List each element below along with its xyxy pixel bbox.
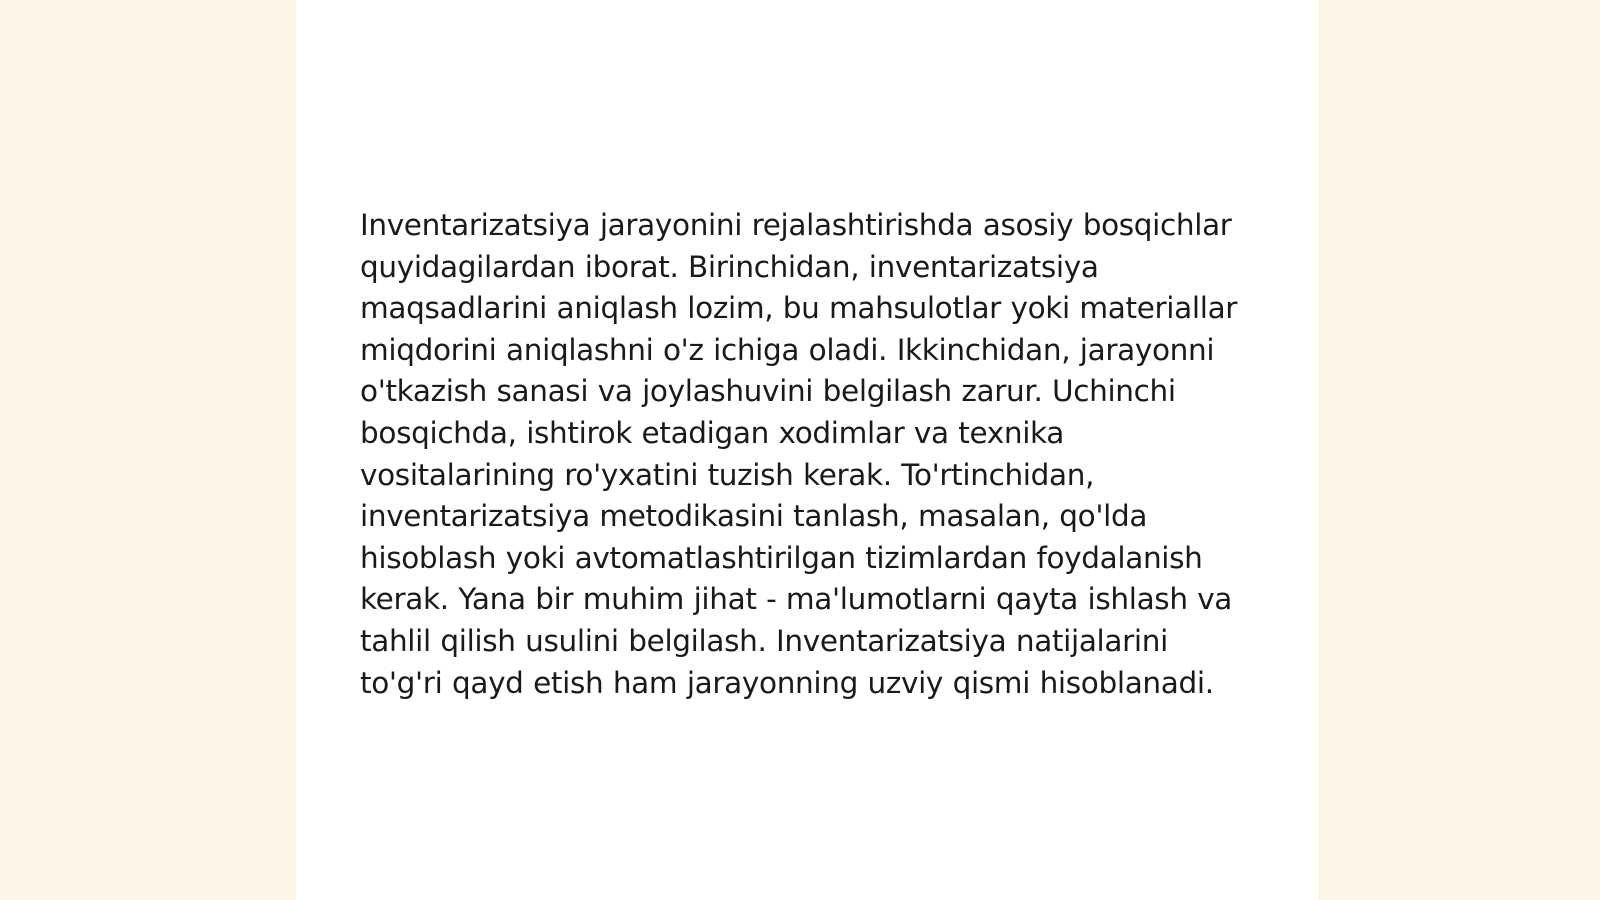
body-paragraph: Inventarizatsiya jarayonini rejalashtirishda asosiy bosqichlar quyidagilardan iborat. Birinchidan, inventarizatsiya maqsadlarini aniqlash lozim, bu mahsulotlar yoki materiallar miqdorini aniqlashni o'z ichiga oladi. Ikkinchidan, jarayonni o'tkazish sanasi va joylashuvini belgilash zarur. Uchinchi bosqichda, ishtirok etadigan xodimlar va texnika vositalarining ro'yxatini tuzish kerak. To'rtinchidan, inventarizatsiya metodikasini tanlash, masalan, qo'lda hisoblash yoki avtomatlashtirilgan tizimlardan foydalanish kerak. Yana bir muhim jihat - ma'lumotlarni qayta ishlash va tahlil qilish usulini belgilash. Inventarizatsiya natijalarini to'g'ri qayd etish ham jarayonning uzviy qismi hisoblanadi. [360, 208, 1238, 700]
document-page [296, 0, 1318, 900]
